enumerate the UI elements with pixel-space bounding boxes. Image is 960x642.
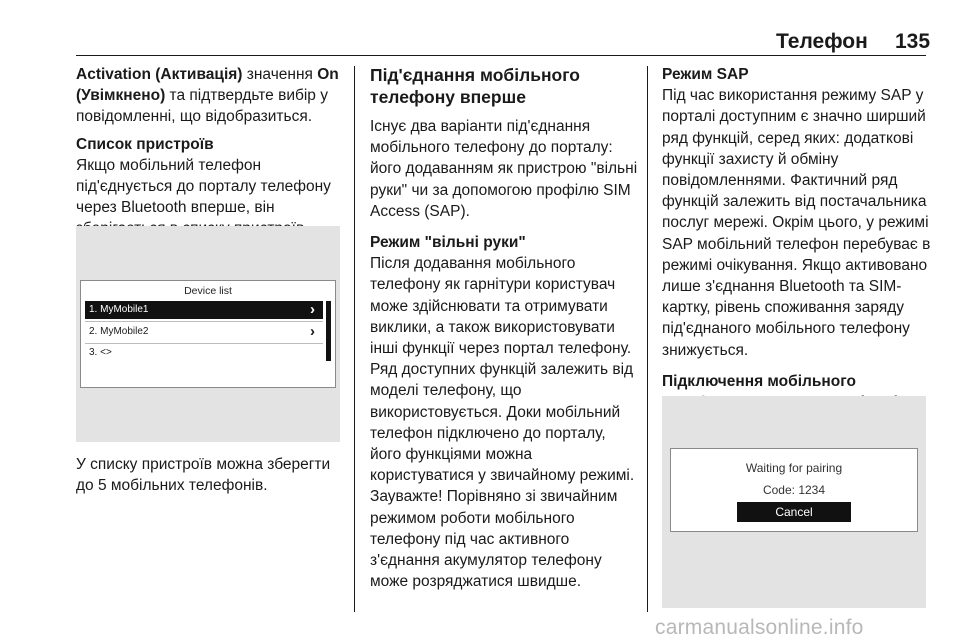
device-list-screen [80,280,336,388]
column-divider-2 [647,66,648,612]
device-list-image [76,226,340,442]
chevron-right-icon: › [310,301,315,318]
watermark: carmanualsonline.info [655,616,864,639]
device-list-caption-block [76,454,344,496]
page-number: 135 [895,30,931,53]
sap-text: Під час використання режиму SAP у порталі доступним є значно ширший ряд функцій, серед яких: додаткові функції захисту й обміну повідомленнями. Фактичний ряд функцій залежить від постачальника послуг мережі. Окрім цього, у режимі SAP мобільний телефон перебуває в режимі очікування. Якщо активовано лише з'єднання Bluetooth та SIM-картку, рівень споживання заряду під'єднаного мобільного телефону знижується. [662,87,931,359]
pairing-screen [670,448,918,532]
device-list-title: Device list [184,285,232,297]
page-title: Телефон [776,30,868,53]
sap-heading: Режим SAP [662,66,749,83]
pairing-status: Waiting for pairing [745,461,843,475]
device-list-heading: Список пристроїв [76,135,214,153]
column-1 [76,64,344,240]
page-header [0,0,960,60]
device-item-1[interactable]: 1. MyMobile1 › [85,301,323,319]
handsfree-text: Після додавання мобільного телефону як гарнітури користувач може здійснювати та отримувати виклики, а також використовувати інші функції через портал телефону. Ряд доступних функцій залежить від моделі телефону, що використовується. Доки мобільний телефон підключено до порталу, його функціями можна користуватися у звичайному режимі. Зауважте! Порівняно зі звичайним режимом роботи мобільного телефону під час активного з'єднання акумулятор телефону може розряджатися швидше. [370,255,635,591]
activation-label: Activation (Активація) [76,66,243,83]
pairing-image [662,396,926,608]
divider [85,321,323,322]
column-2 [370,64,640,592]
chevron-right-icon: › [310,323,315,340]
scrollbar[interactable] [326,301,331,361]
cancel-button[interactable]: Cancel [737,502,851,522]
device-item-2[interactable]: 2. MyMobile2 › [89,323,315,340]
handsfree-heading: Режим "вільні руки" [370,234,526,252]
activation-paragraph: Activation (Активація) значення On (Увімкнено) та підтвердьте вибір у повідомленні, що відобразиться. [76,66,339,126]
first-connection-heading: Під'єднання мобільного телефону вперше [370,65,580,107]
column-divider-1 [354,66,355,612]
device-item-3[interactable]: 3. <> [89,347,112,358]
first-connection-intro: Існує два варіанти під'єднання мобільного телефону до порталу: його додаванням як пристрою "вільні руки" чи за допомогою профілю SIM Access (SAP). [370,118,638,220]
pairing-code: Code: 1234 [762,483,826,497]
header-rule [76,55,926,56]
on-label: On (Увімкнено) [76,66,339,105]
device-list-text: Якщо мобільний телефон під'єднується до порталу телефону через Bluetooth вперше, він [76,156,331,217]
column-3 [662,64,932,434]
device-list-caption: У списку пристроїв можна зберегти до 5 мобільних телефонів. [76,456,331,495]
connect-handsfree-heading: Підключення мобільного [662,372,856,390]
